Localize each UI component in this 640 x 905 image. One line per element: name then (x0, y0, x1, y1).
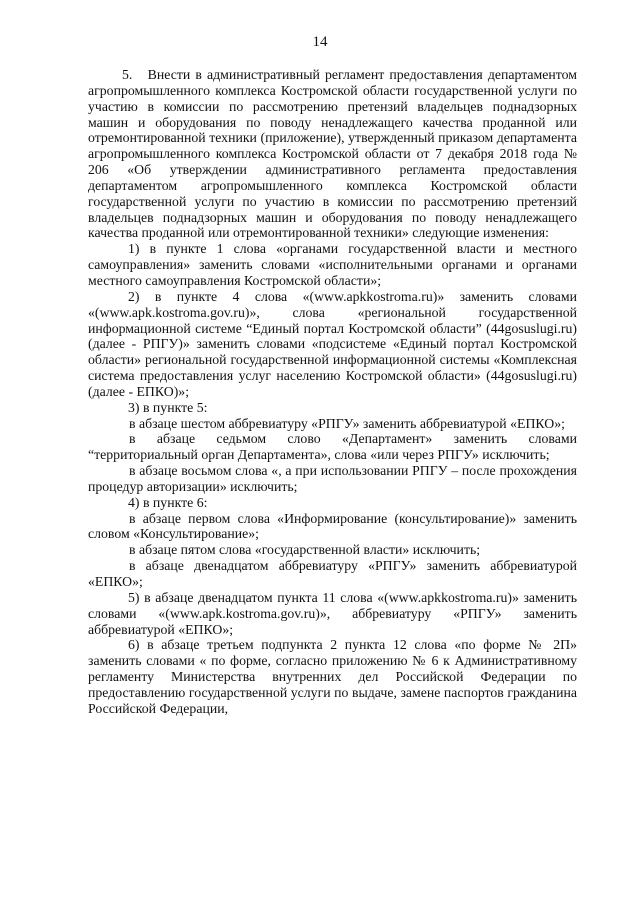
paragraph-subitem-4: 4) в пункте 6: (128, 494, 208, 510)
paragraph-abzac-8: в абзаце восьмом слова «, а при использовании РПГУ – после прохождения процедур авторизации» исключить; (88, 463, 577, 494)
paragraph-subitem-3: 3) в пункте 5: (128, 399, 208, 415)
paragraph-abzac-7: в абзаце седьмом слово «Департамент» заменить словами “территориальный орган Департамента», слова «или через РПГУ» исключить; (88, 431, 577, 463)
paragraph-item-5: 5. Внести в административный регламент предоставления департаментом агропромышленного комплекса Костромской области государственной услуги по участию в комиссии по рассмотрению претензий владельцев поднадзорных машин и оборудования по поводу ненадлежащего качества проданной или отремонтированной техники (приложение), утвержденный приказом департамента агропромышленного комплекса Костромской области от 7 декабря 2018 года № 206 «Об утверждении административного регламента предоставления департаментом агропромышленного комплекса Костромской области государственной услуги по участию в комиссии по рассмотрению претензий владельцев поднадзорных машин и оборудования по поводу ненадлежащего качества проданной или отремонтированной техники» следующие изменения: (88, 67, 577, 241)
paragraph-subitem-2: 2) в пункте 4 слова «(www.apkkostroma.ru)» заменить словами «(www.apk.kostroma.gov.ru)», слова «региональной государственной информационной системе “Единый портал Костромской области” (44gosuslugi.ru) (далее - РПГУ)» заменить словами «подсистеме «Единый портал Костромской области» региональной государственной информационной системы «Комплексная система предоставления услуг населению Костромской области» (44gosuslugi.ru) (далее - ЕПКО)»; (88, 288, 577, 399)
paragraph-subitem-5: 5) в абзаце двенадцатом пункта 11 слова «(www.apkkostroma.ru)» заменить словами «(www.apk.kostroma.gov.ru)», аббревиатуру «РПГУ» заменить аббревиатурой «ЕПКО»; (88, 589, 577, 637)
paragraph-abzac-12: в абзаце двенадцатом аббревиатуру «РПГУ» заменить аббревиатурой «ЕПКО»; (88, 558, 577, 589)
paragraph-abzac-5: в абзаце пятом слова «государственной власти» исключить; (129, 542, 481, 558)
paragraph-subitem-1: 1) в пункте 1 слова «органами государственной власти и местного самоуправления» заменить словами «исполнительными органами и органами местного самоуправления Костромской области»; (88, 241, 577, 288)
paragraph-abzac-1: в абзаце первом слова «Информирование (консультирование)» заменить словом «Консультирование»; (88, 510, 577, 542)
paragraph-abzac-6: в абзаце шестом аббревиатуру «РПГУ» заменить аббревиатурой «ЕПКО»; (129, 415, 565, 431)
page-number: 14 (312, 34, 328, 50)
paragraph-subitem-6: 6) в абзаце третьем подпункта 2 пункта 12 слова «по форме № 2П» заменить словами « по форме, согласно приложению № 6 к Административному регламенту Министерства внутренних дел Российской Федерации по предоставлению государственной услуги по выдаче, замене паспортов гражданина Российской Федерации, (88, 637, 577, 716)
document-body (88, 67, 577, 717)
